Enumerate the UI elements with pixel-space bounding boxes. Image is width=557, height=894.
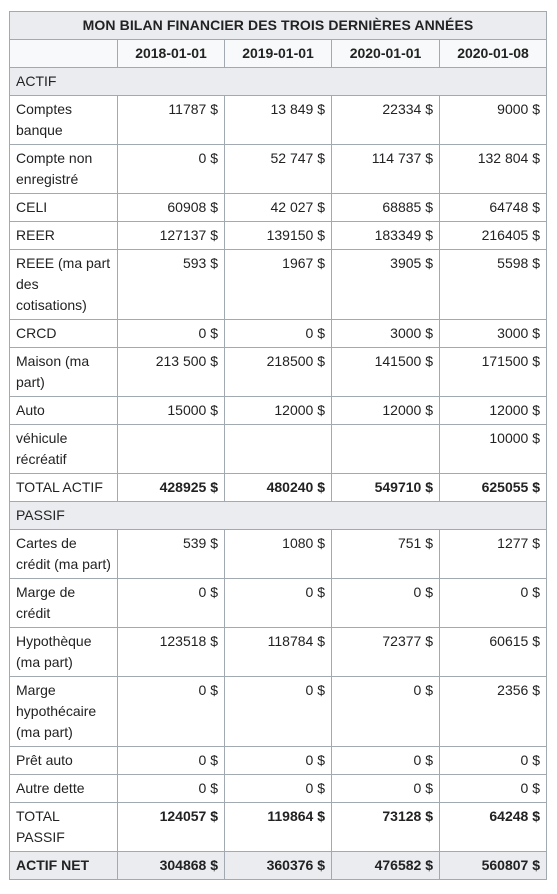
corner-cell <box>10 40 118 68</box>
table-row <box>10 628 547 677</box>
section-row <box>10 68 547 96</box>
value-cell: 0 $ <box>332 579 440 628</box>
table-row <box>10 775 547 803</box>
value-cell: 216405 $ <box>440 222 547 250</box>
value-cell: 5598 $ <box>440 250 547 320</box>
section-title: ACTIF <box>10 68 547 96</box>
net-value: 304868 $ <box>118 852 225 880</box>
value-cell: 0 $ <box>332 677 440 747</box>
total-value: 549710 $ <box>332 474 440 502</box>
value-cell: 2356 $ <box>440 677 547 747</box>
table-row <box>10 747 547 775</box>
value-cell: 3905 $ <box>332 250 440 320</box>
value-cell: 60908 $ <box>118 194 225 222</box>
value-cell: 12000 $ <box>332 397 440 425</box>
financial-balance-table <box>9 11 547 880</box>
table-row <box>10 579 547 628</box>
value-cell: 3000 $ <box>332 320 440 348</box>
row-label: Auto <box>10 397 118 425</box>
row-label: Cartes de crédit (ma part) <box>10 530 118 579</box>
value-cell: 213 500 $ <box>118 348 225 397</box>
value-cell: 118784 $ <box>225 628 332 677</box>
value-cell <box>118 425 225 474</box>
section-title: PASSIF <box>10 502 547 530</box>
value-cell: 171500 $ <box>440 348 547 397</box>
row-label: CRCD <box>10 320 118 348</box>
value-cell: 0 $ <box>440 579 547 628</box>
total-row <box>10 474 547 502</box>
value-cell: 183349 $ <box>332 222 440 250</box>
value-cell: 593 $ <box>118 250 225 320</box>
total-row <box>10 803 547 852</box>
value-cell: 1080 $ <box>225 530 332 579</box>
value-cell: 11787 $ <box>118 96 225 145</box>
title-row <box>10 12 547 40</box>
value-cell: 0 $ <box>225 579 332 628</box>
row-label: Compte non enregistré <box>10 145 118 194</box>
value-cell: 123518 $ <box>118 628 225 677</box>
value-cell: 68885 $ <box>332 194 440 222</box>
value-cell: 0 $ <box>225 320 332 348</box>
section-row <box>10 502 547 530</box>
total-value: 428925 $ <box>118 474 225 502</box>
total-value: 73128 $ <box>332 803 440 852</box>
value-cell: 139150 $ <box>225 222 332 250</box>
row-label: Autre dette <box>10 775 118 803</box>
value-cell: 0 $ <box>118 775 225 803</box>
table-row <box>10 530 547 579</box>
row-label: Comptes banque <box>10 96 118 145</box>
value-cell: 127137 $ <box>118 222 225 250</box>
total-value: 119864 $ <box>225 803 332 852</box>
value-cell: 64748 $ <box>440 194 547 222</box>
value-cell: 0 $ <box>440 775 547 803</box>
value-cell: 42 027 $ <box>225 194 332 222</box>
value-cell: 539 $ <box>118 530 225 579</box>
table-row <box>10 348 547 397</box>
value-cell: 12000 $ <box>225 397 332 425</box>
row-label: REER <box>10 222 118 250</box>
value-cell: 0 $ <box>118 677 225 747</box>
value-cell: 0 $ <box>225 775 332 803</box>
row-label: CELI <box>10 194 118 222</box>
net-row <box>10 852 547 880</box>
table-row <box>10 425 547 474</box>
value-cell: 132 804 $ <box>440 145 547 194</box>
date-header: 2020-01-01 <box>332 40 440 68</box>
row-label: véhicule récréatif <box>10 425 118 474</box>
net-value: 560807 $ <box>440 852 547 880</box>
date-header-row <box>10 40 547 68</box>
value-cell: 141500 $ <box>332 348 440 397</box>
row-label: Hypothèque (ma part) <box>10 628 118 677</box>
table-row <box>10 145 547 194</box>
table-row <box>10 250 547 320</box>
value-cell: 114 737 $ <box>332 145 440 194</box>
value-cell: 15000 $ <box>118 397 225 425</box>
row-label: REEE (ma part des cotisations) <box>10 250 118 320</box>
value-cell: 0 $ <box>118 320 225 348</box>
value-cell: 0 $ <box>225 677 332 747</box>
table-body <box>10 68 547 880</box>
table-row <box>10 222 547 250</box>
value-cell: 0 $ <box>118 579 225 628</box>
total-label: TOTAL ACTIF <box>10 474 118 502</box>
value-cell: 0 $ <box>440 747 547 775</box>
table-row <box>10 194 547 222</box>
value-cell: 0 $ <box>225 747 332 775</box>
value-cell: 60615 $ <box>440 628 547 677</box>
value-cell: 3000 $ <box>440 320 547 348</box>
total-value: 124057 $ <box>118 803 225 852</box>
value-cell <box>225 425 332 474</box>
date-header: 2018-01-01 <box>118 40 225 68</box>
value-cell: 10000 $ <box>440 425 547 474</box>
value-cell: 12000 $ <box>440 397 547 425</box>
total-value: 64248 $ <box>440 803 547 852</box>
value-cell: 0 $ <box>332 775 440 803</box>
value-cell: 22334 $ <box>332 96 440 145</box>
row-label: Marge de crédit <box>10 579 118 628</box>
net-value: 360376 $ <box>225 852 332 880</box>
value-cell: 52 747 $ <box>225 145 332 194</box>
net-value: 476582 $ <box>332 852 440 880</box>
table-row <box>10 96 547 145</box>
total-value: 625055 $ <box>440 474 547 502</box>
value-cell: 13 849 $ <box>225 96 332 145</box>
value-cell: 0 $ <box>118 145 225 194</box>
row-label: Prêt auto <box>10 747 118 775</box>
net-label: ACTIF NET <box>10 852 118 880</box>
row-label: Maison (ma part) <box>10 348 118 397</box>
total-label: TOTAL PASSIF <box>10 803 118 852</box>
date-header: 2020-01-08 <box>440 40 547 68</box>
value-cell: 1967 $ <box>225 250 332 320</box>
value-cell: 72377 $ <box>332 628 440 677</box>
table-row <box>10 320 547 348</box>
table-row <box>10 677 547 747</box>
value-cell: 1277 $ <box>440 530 547 579</box>
row-label: Marge hypothécaire (ma part) <box>10 677 118 747</box>
value-cell: 218500 $ <box>225 348 332 397</box>
table-title: MON BILAN FINANCIER DES TROIS DERNIÈRES ANNÉES <box>10 12 547 40</box>
value-cell: 9000 $ <box>440 96 547 145</box>
total-value: 480240 $ <box>225 474 332 502</box>
value-cell: 751 $ <box>332 530 440 579</box>
table-row <box>10 397 547 425</box>
value-cell: 0 $ <box>118 747 225 775</box>
date-header: 2019-01-01 <box>225 40 332 68</box>
value-cell: 0 $ <box>332 747 440 775</box>
value-cell <box>332 425 440 474</box>
